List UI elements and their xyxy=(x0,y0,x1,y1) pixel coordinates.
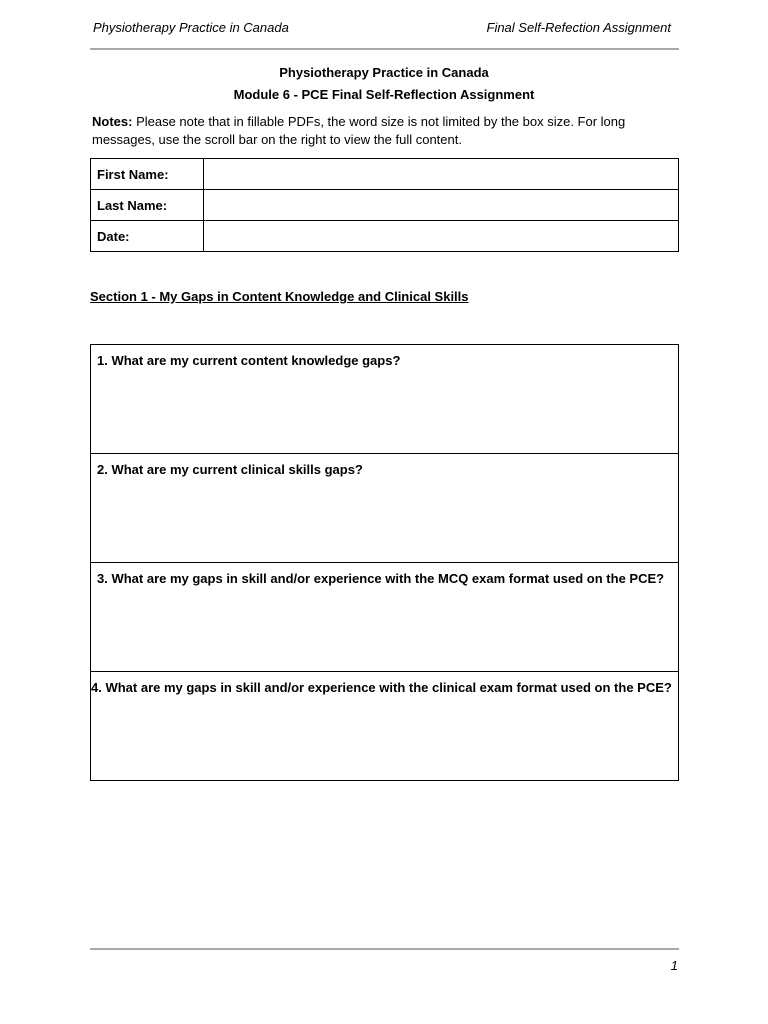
footer-rule xyxy=(90,948,679,950)
first-name-label: First Name: xyxy=(91,159,204,190)
notes-paragraph xyxy=(92,113,682,149)
header-rule xyxy=(90,48,679,50)
document-title: Physiotherapy Practice in Canada xyxy=(279,65,489,80)
question-2-text: 2. What are my current clinical skills gaps? xyxy=(97,462,363,477)
notes-label: Notes: xyxy=(92,114,133,129)
question-4-text: 4. What are my gaps in skill and/or experience with the clinical exam format used on the PCE? xyxy=(91,680,672,695)
question-1-answer-box[interactable] xyxy=(90,344,679,454)
question-3-answer-box[interactable] xyxy=(90,562,679,672)
page-number: 1 xyxy=(670,958,678,973)
question-2-answer-box[interactable] xyxy=(90,453,679,563)
date-field[interactable] xyxy=(204,221,679,252)
first-name-row xyxy=(91,159,679,190)
question-4-answer-box[interactable] xyxy=(90,671,679,781)
identity-table xyxy=(90,158,679,252)
last-name-label: Last Name: xyxy=(91,190,204,221)
question-3-text: 3. What are my gaps in skill and/or experience with the MCQ exam format used on the PCE? xyxy=(97,571,665,586)
running-header-right: Final Self-Refection Assignment xyxy=(486,20,671,35)
document-subtitle: Module 6 - PCE Final Self-Reflection Assignment xyxy=(233,87,535,102)
date-row xyxy=(91,221,679,252)
first-name-field[interactable] xyxy=(204,159,679,190)
last-name-row xyxy=(91,190,679,221)
section-1-heading: Section 1 - My Gaps in Content Knowledge and Clinical Skills xyxy=(90,289,469,304)
last-name-field[interactable] xyxy=(204,190,679,221)
question-1-text: 1. What are my current content knowledge gaps? xyxy=(97,353,401,368)
date-label: Date: xyxy=(91,221,204,252)
notes-text: Please note that in fillable PDFs, the word size is not limited by the box size. For long messages, use the scroll bar on the right to view the full content. xyxy=(92,114,626,147)
running-header-left: Physiotherapy Practice in Canada xyxy=(93,20,289,35)
